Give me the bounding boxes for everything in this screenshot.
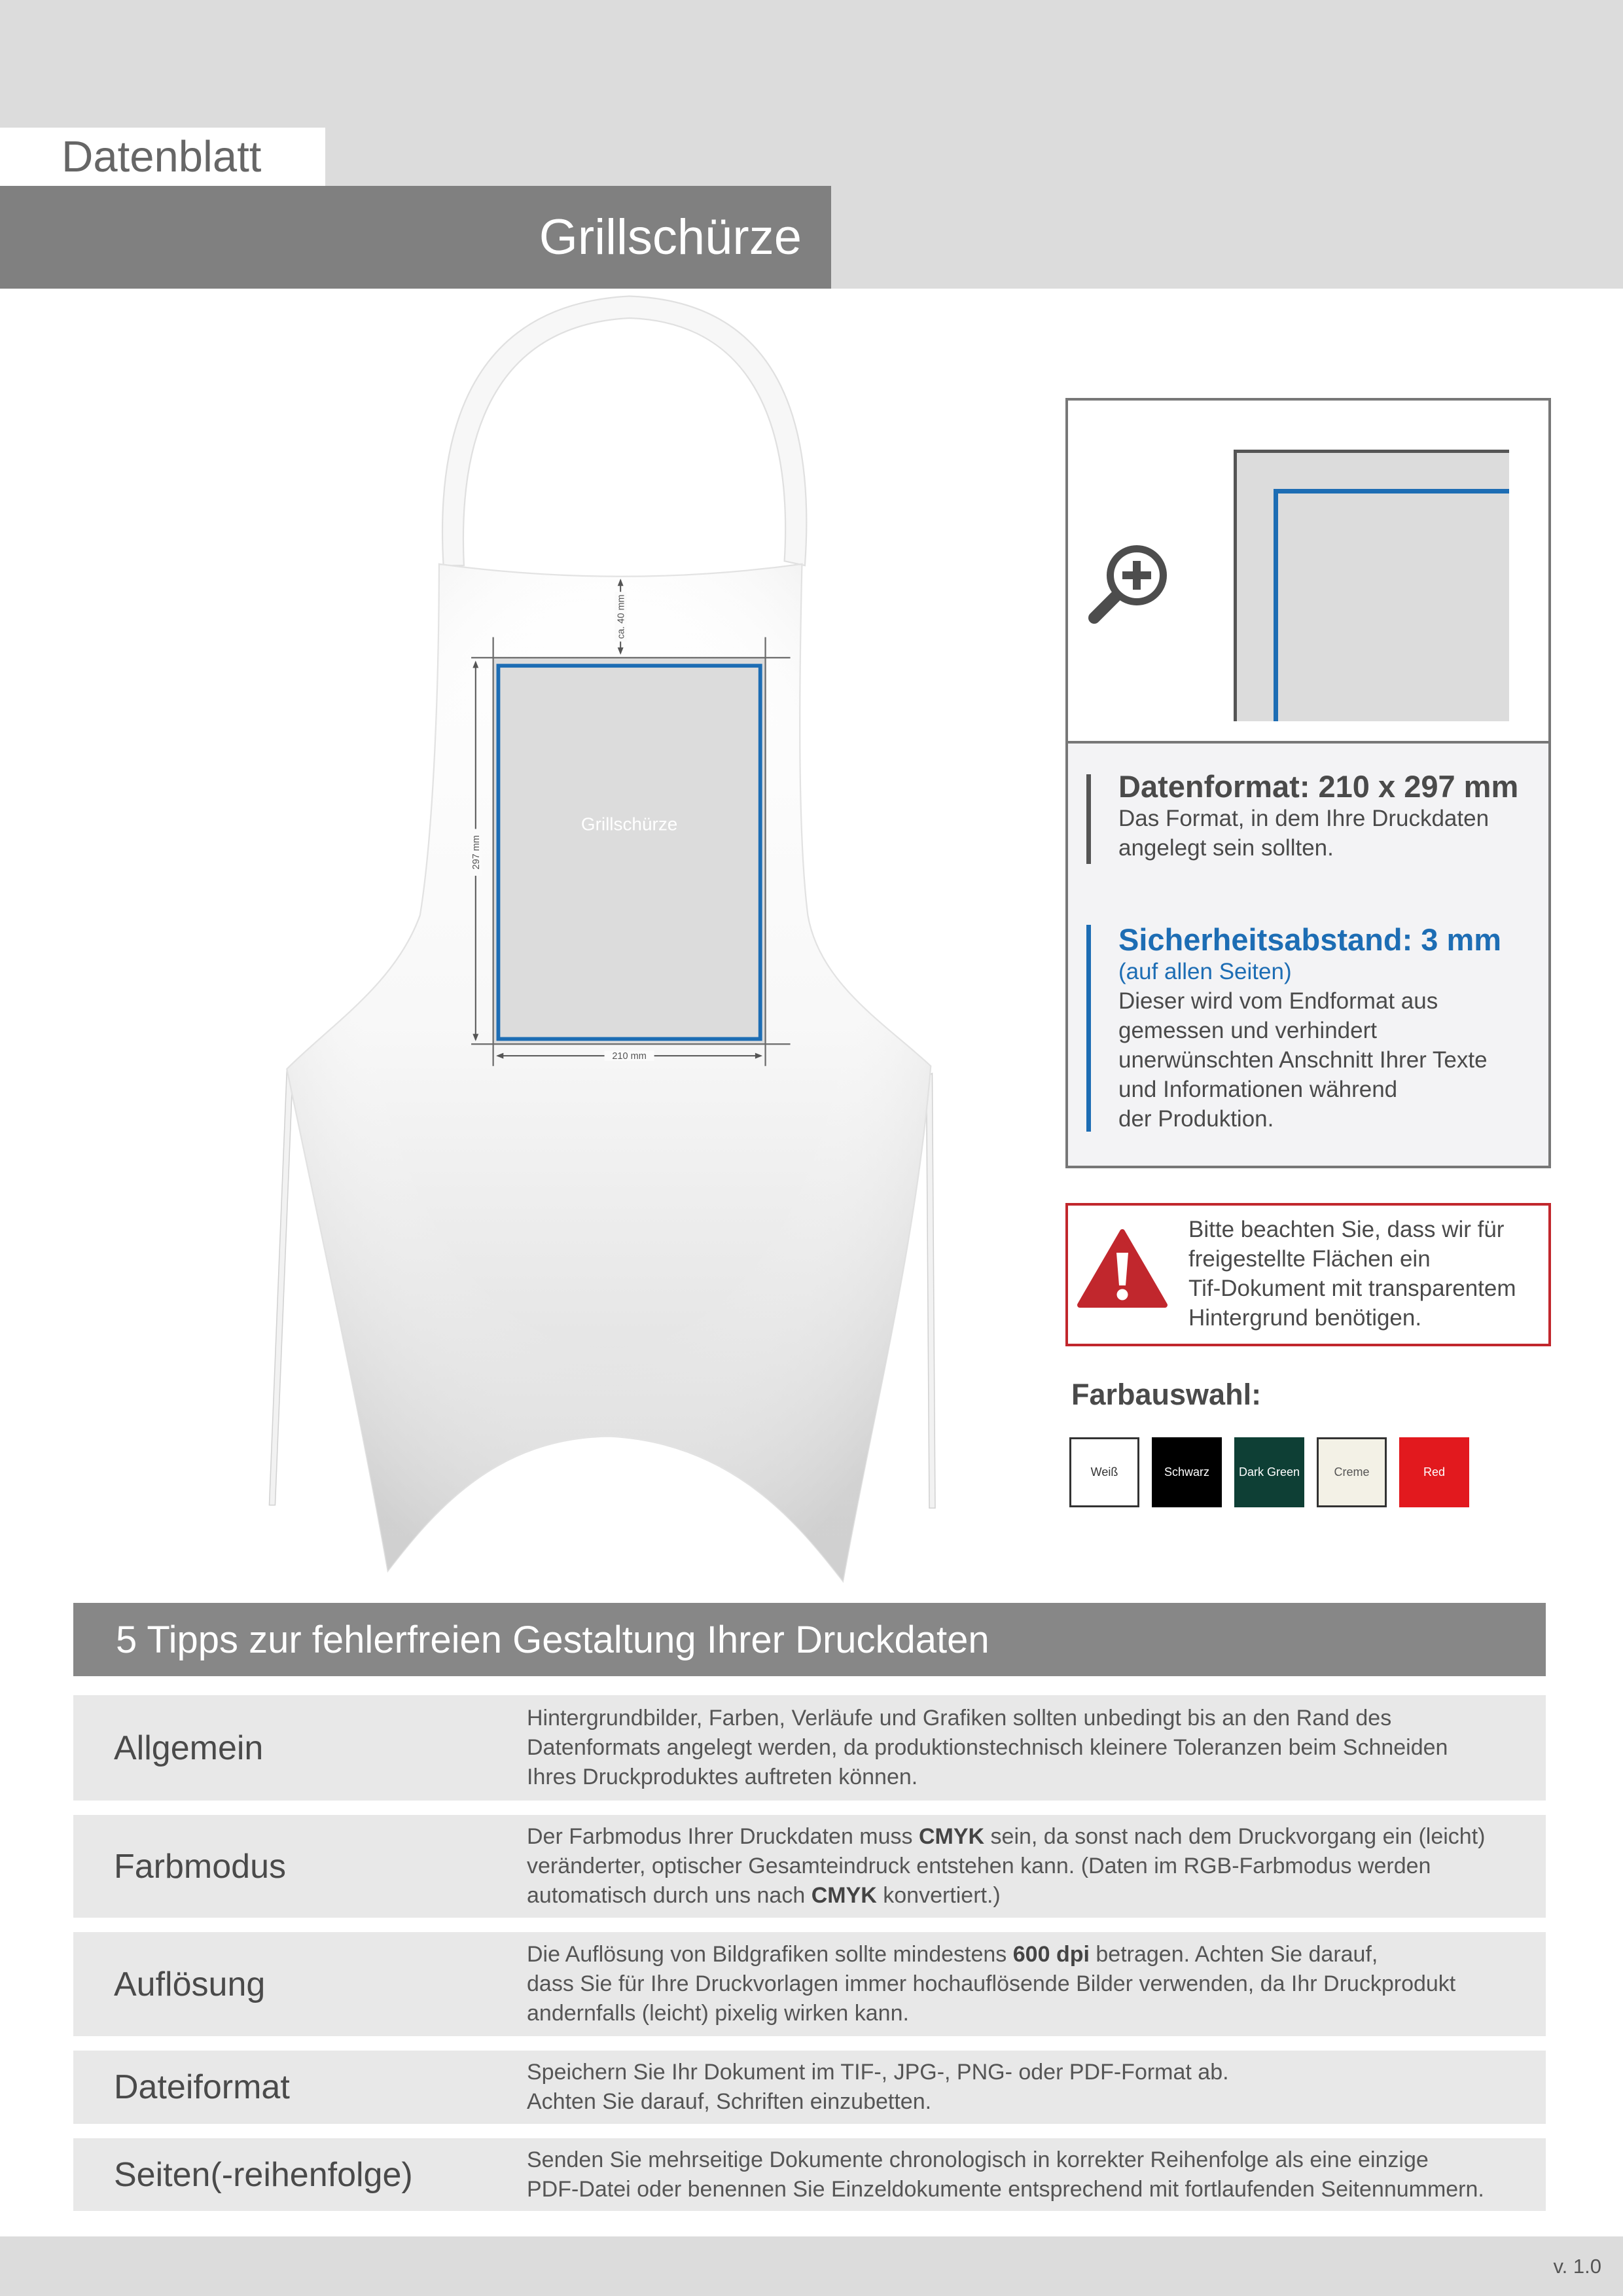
color-swatch-label: Weiß: [1090, 1465, 1118, 1479]
color-swatch: [1069, 1437, 1139, 1507]
tip-text-segment: konvertiert.): [876, 1883, 1001, 1908]
tip-text-line: [527, 1733, 1448, 1763]
tip-row-text: [527, 2058, 1229, 2117]
warning-text-line: freigestellte Flächen ein: [1188, 1246, 1431, 1272]
tip-text-line: [527, 1763, 1448, 1792]
tips-title: 5 Tipps zur fehlerfreien Gestaltung Ihrer Druckdaten: [116, 1618, 990, 1661]
tip-text-line: [527, 1881, 1485, 1910]
tip-row-label: Dateiformat: [114, 2068, 290, 2106]
tip-text-segment: dass Sie für Ihre Druckvorlagen immer hochauflösende Bilder verwenden, da Ihr Druckprodukt: [527, 1971, 1456, 1996]
sicherheitsabstand-section: [1118, 923, 1501, 1134]
sicherheitsabstand-text-line: unerwünschten Anschnitt Ihrer Texte: [1118, 1047, 1488, 1073]
color-swatch: [1234, 1437, 1304, 1507]
color-swatch: [1152, 1437, 1222, 1507]
color-swatch-label: Dark Green: [1238, 1465, 1300, 1479]
zoom-in-magnifier-icon: [1081, 539, 1173, 631]
tip-text-segment: Speichern Sie Ihr Dokument im TIF-, JPG-, PNG- oder PDF-Format ab.: [527, 2060, 1229, 2085]
tip-text-segment: Hintergrundbilder, Farben, Verläufe und Grafiken sollten unbedingt bis an den Rand des: [527, 1706, 1392, 1731]
tip-text-line: [527, 2058, 1229, 2087]
color-selection-title: Farbauswahl:: [1071, 1378, 1262, 1411]
tip-row-label: Allgemein: [114, 1729, 264, 1767]
tip-text-segment: veränderter, optischer Gesamteindruck entstehen kann. (Daten im RGB-Farbmodus werden: [527, 1854, 1431, 1878]
warning-text-line: Bitte beachten Sie, dass wir für: [1188, 1217, 1505, 1242]
tip-text-line: [527, 1940, 1455, 1969]
tip-text-line: [527, 1999, 1455, 2028]
tip-row: [73, 1932, 1546, 2036]
tip-text-segment: andernfalls (leicht) pixelig wirken kann.: [527, 2001, 909, 2026]
datenformat-text: [1118, 804, 1518, 863]
tip-row-label: Farbmodus: [114, 1847, 286, 1886]
print-area-fill: [493, 658, 766, 1044]
color-swatches: [1069, 1437, 1469, 1507]
apron-right-string: [927, 1073, 935, 1508]
warning-box: [1065, 1203, 1551, 1346]
apron-neck-strap: [442, 296, 806, 565]
tip-text-bold: CMYK: [918, 1824, 985, 1849]
tips-header: [73, 1603, 1546, 1676]
datasheet-tab-label: Datenblatt: [62, 132, 262, 181]
datenformat-section: [1118, 770, 1518, 863]
tip-text-segment: Senden Sie mehrseitige Dokumente chronologisch in korrekter Reihenfolge als eine einzige: [527, 2147, 1429, 2172]
apron-left-string: [269, 1070, 293, 1505]
tip-text-segment: betragen. Achten Sie darauf,: [1089, 1942, 1378, 1967]
tips-table: [73, 1695, 1546, 2211]
datenformat-marker-bar: [1086, 774, 1091, 864]
sicherheitsabstand-marker-bar: [1086, 925, 1091, 1132]
sicherheitsabstand-text-line: und Informationen während: [1118, 1077, 1398, 1102]
color-swatch: [1399, 1437, 1469, 1507]
tip-text-segment: sein, da sonst nach dem Druckvorgang ein (leicht): [984, 1824, 1486, 1849]
sicherheitsabstand-title: Sicherheitsabstand: 3 mm: [1118, 922, 1502, 957]
color-swatch-label: Schwarz: [1164, 1465, 1210, 1479]
tip-text-line: [527, 2175, 1484, 2204]
sicherheitsabstand-text-line: Dieser wird vom Endformat aus: [1118, 988, 1438, 1014]
tip-text-segment: Ihres Druckproduktes auftreten können.: [527, 1765, 918, 1789]
version-label: v. 1.0: [1553, 2254, 1601, 2278]
tip-row-text: [527, 2145, 1484, 2204]
tip-text-segment: Der Farbmodus Ihrer Druckdaten muss: [527, 1824, 919, 1849]
width-dimension-label: 210 mm: [612, 1051, 647, 1062]
tip-text-bold: CMYK: [811, 1883, 877, 1908]
color-swatch-label: Creme: [1334, 1465, 1370, 1479]
tip-text-line: [527, 1704, 1448, 1733]
tip-text-bold: 600 dpi: [1012, 1942, 1090, 1967]
height-dimension-label: 297 mm: [471, 835, 482, 870]
tip-text-line: [527, 2145, 1484, 2175]
tip-row: [73, 1695, 1546, 1801]
warning-text: [1188, 1215, 1516, 1333]
tip-text-line: [527, 1969, 1455, 1999]
tip-text-line: [527, 1822, 1485, 1852]
sicherheitsabstand-text: [1118, 986, 1501, 1134]
color-swatch: [1317, 1437, 1387, 1507]
sicherheitsabstand-text-line: gemessen und verhindert: [1118, 1018, 1377, 1043]
tip-text-segment: Datenformats angelegt werden, da produktionstechnisch kleinere Toleranzen beim Schneiden: [527, 1735, 1448, 1760]
zoom-safety-margin-corner: [1274, 489, 1509, 721]
sicherheitsabstand-subtitle: (auf allen Seiten): [1118, 959, 1292, 984]
zoom-preview: [1068, 401, 1548, 744]
tip-row-label: Seiten(-reihenfolge): [114, 2155, 413, 2194]
sicherheitsabstand-text-line: der Produktion.: [1118, 1106, 1274, 1132]
tip-text-segment: Achten Sie darauf, Schriften einzubetten.: [527, 2089, 932, 2114]
datenformat-text-line: Das Format, in dem Ihre Druckdaten: [1118, 806, 1489, 831]
datenformat-text-line: angelegt sein sollten.: [1118, 835, 1334, 861]
tip-row: [73, 2138, 1546, 2211]
print-area-label: Grillschürze: [580, 814, 678, 834]
tip-row: [73, 1815, 1546, 1918]
tip-row-text: [527, 1822, 1485, 1910]
tip-text-segment: Die Auflösung von Bildgrafiken sollte mindestens: [527, 1942, 1013, 1967]
tip-row-text: [527, 1704, 1448, 1792]
product-title: Grillschürze: [539, 209, 802, 265]
tip-text-segment: PDF-Datei oder benennen Sie Einzeldokumente entsprechend mit fortlaufenden Seitennummern.: [527, 2176, 1484, 2202]
footer-band: [0, 2236, 1623, 2296]
tip-row-text: [527, 1940, 1455, 2028]
tip-row: [73, 2051, 1546, 2124]
tip-row-label: Auflösung: [114, 1965, 266, 2003]
tip-text-segment: automatisch durch uns nach: [527, 1883, 812, 1908]
warning-triangle-icon: [1076, 1227, 1169, 1309]
format-info-box: [1065, 398, 1551, 1168]
datenformat-title: Datenformat: 210 x 297 mm: [1118, 769, 1519, 804]
tip-text-line: [527, 2087, 1229, 2117]
warning-text-line: Hintergrund benötigen.: [1188, 1305, 1422, 1331]
tip-text-line: [527, 1852, 1485, 1881]
color-swatch-label: Red: [1423, 1465, 1446, 1479]
top-offset-label: ca. 40 mm: [616, 594, 627, 639]
warning-text-line: Tif-Dokument mit transparentem: [1188, 1276, 1516, 1301]
